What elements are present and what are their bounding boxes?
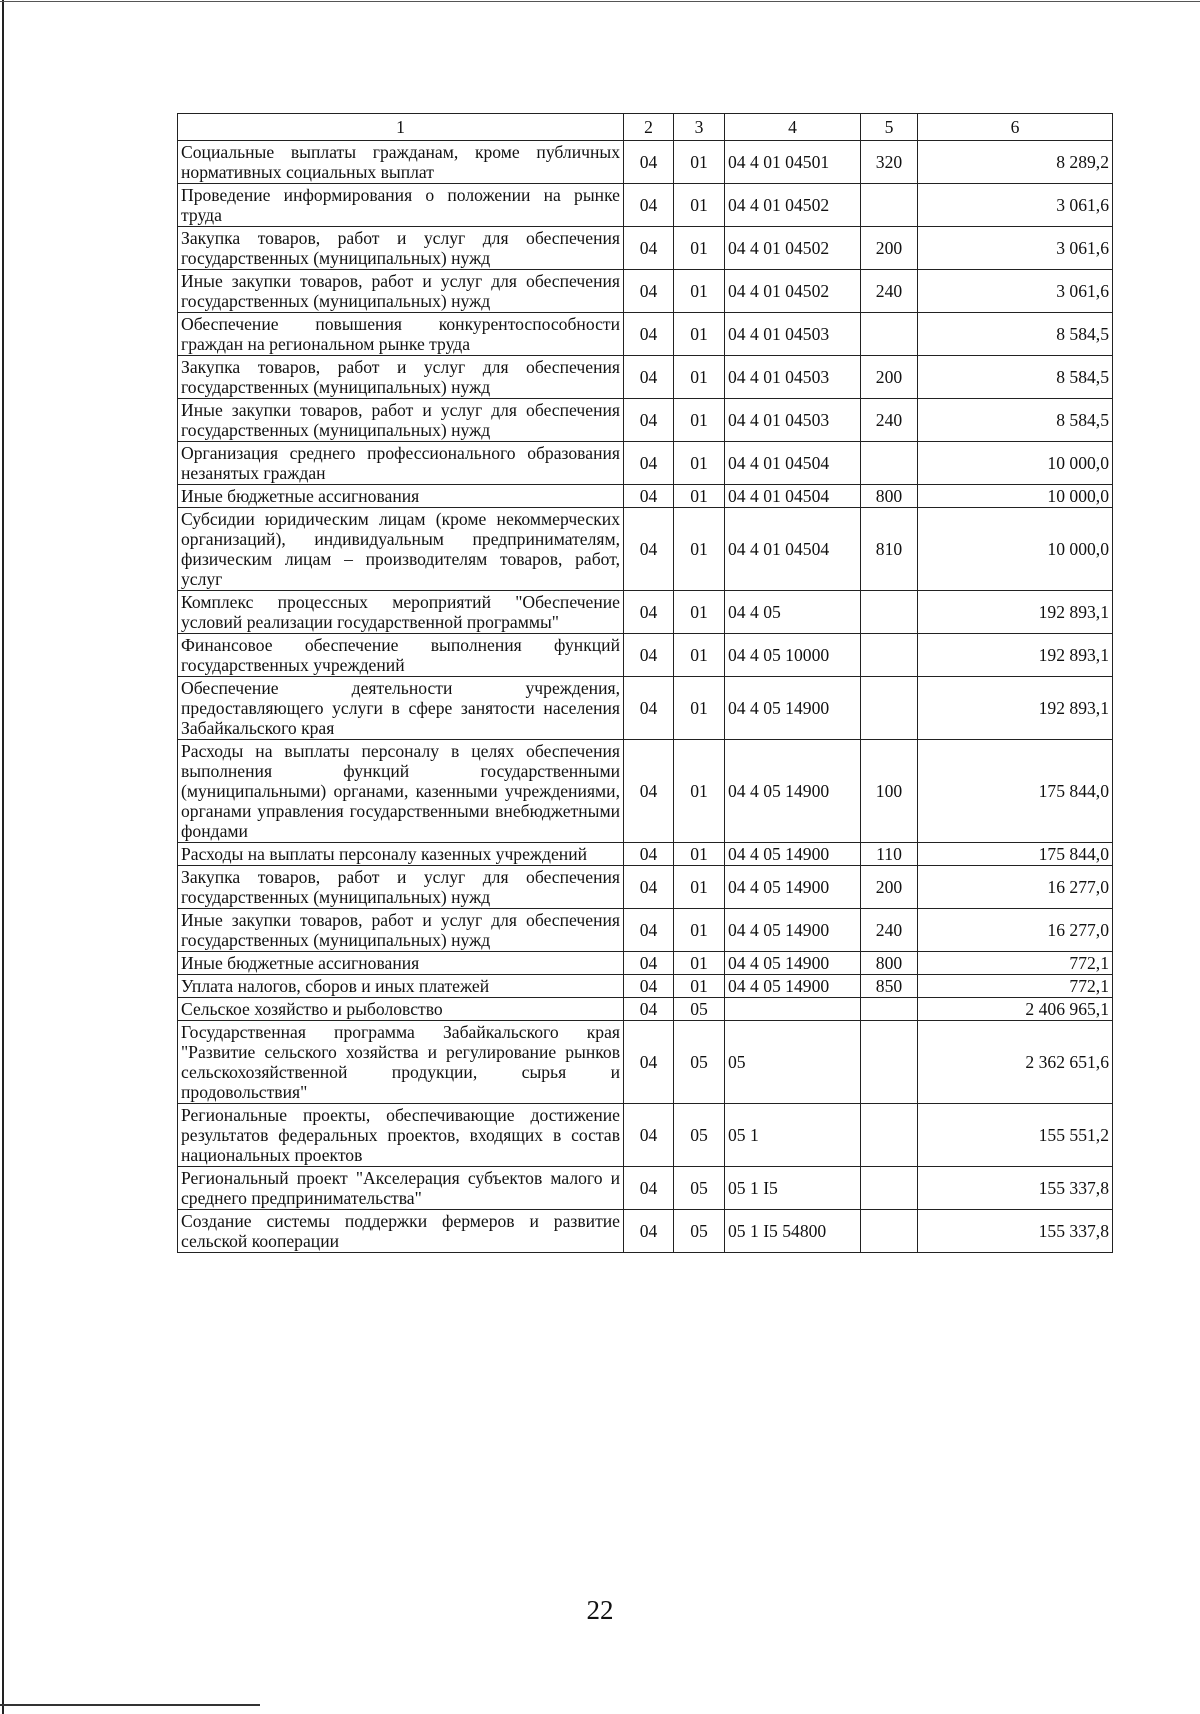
table-row: [178, 591, 1113, 634]
row-amount-cell: 8 584,5: [918, 356, 1113, 399]
row-name-cell: Иные закупки товаров, работ и услуг для обеспечения государственных (муниципальных) нужд: [178, 270, 624, 313]
table-row: [178, 998, 1113, 1021]
row-col2-cell: 04: [624, 677, 674, 740]
row-name-cell: Создание системы поддержки фермеров и развитие сельской кооперации: [178, 1210, 624, 1253]
row-col5-cell: 240: [861, 270, 918, 313]
table-row: [178, 227, 1113, 270]
row-name-cell: Закупка товаров, работ и услуг для обеспечения государственных (муниципальных) нужд: [178, 866, 624, 909]
row-col2-cell: 04: [624, 508, 674, 591]
row-col5-cell: 200: [861, 227, 918, 270]
row-col3-cell: 01: [674, 270, 725, 313]
table-header-row: [178, 114, 1113, 141]
row-name-cell: Иные бюджетные ассигнования: [178, 952, 624, 975]
row-name-cell: Финансовое обеспечение выполнения функций государственных учреждений: [178, 634, 624, 677]
row-col3-cell: 05: [674, 1167, 725, 1210]
row-amount-cell: 155 551,2: [918, 1104, 1113, 1167]
row-col3-cell: 01: [674, 508, 725, 591]
row-col2-cell: 04: [624, 866, 674, 909]
row-col2-cell: 04: [624, 998, 674, 1021]
row-amount-cell: 8 584,5: [918, 399, 1113, 442]
row-code-cell: 04 4 05 14900: [725, 677, 861, 740]
row-amount-cell: 10 000,0: [918, 442, 1113, 485]
row-amount-cell: 772,1: [918, 952, 1113, 975]
row-col3-cell: 01: [674, 909, 725, 952]
row-col2-cell: 04: [624, 1210, 674, 1253]
table-row: [178, 313, 1113, 356]
header-col-5: 5: [861, 114, 918, 141]
row-name-cell: Региональные проекты, обеспечивающие достижение результатов федеральных проектов, входящих в состав национальных проектов: [178, 1104, 624, 1167]
row-col5-cell: [861, 313, 918, 356]
row-name-cell: Субсидии юридическим лицам (кроме некоммерческих организаций), индивидуальным предпринимателям, физическим лицам – производителям товаров, работ, услуг: [178, 508, 624, 591]
row-col2-cell: 04: [624, 227, 674, 270]
row-col3-cell: 01: [674, 141, 725, 184]
row-amount-cell: 10 000,0: [918, 508, 1113, 591]
row-amount-cell: 772,1: [918, 975, 1113, 998]
row-col2-cell: 04: [624, 909, 674, 952]
row-code-cell: 05 1 I5: [725, 1167, 861, 1210]
row-col2-cell: 04: [624, 740, 674, 843]
row-col5-cell: 110: [861, 843, 918, 866]
row-col3-cell: 01: [674, 634, 725, 677]
row-col2-cell: 04: [624, 843, 674, 866]
table-row: [178, 485, 1113, 508]
row-col3-cell: 01: [674, 356, 725, 399]
row-code-cell: 04 4 01 04502: [725, 184, 861, 227]
table-row: [178, 399, 1113, 442]
table-row: [178, 866, 1113, 909]
row-code-cell: 04 4 01 04503: [725, 356, 861, 399]
header-col-3: 3: [674, 114, 725, 141]
row-col3-cell: 01: [674, 677, 725, 740]
row-name-cell: Иные закупки товаров, работ и услуг для обеспечения государственных (муниципальных) нужд: [178, 909, 624, 952]
row-col5-cell: 800: [861, 952, 918, 975]
row-col2-cell: 04: [624, 270, 674, 313]
row-col3-cell: 01: [674, 313, 725, 356]
table-row: [178, 1210, 1113, 1253]
table-row: [178, 740, 1113, 843]
row-amount-cell: 3 061,6: [918, 184, 1113, 227]
row-code-cell: 04 4 05 14900: [725, 909, 861, 952]
table-row: [178, 141, 1113, 184]
row-amount-cell: 3 061,6: [918, 270, 1113, 313]
row-col3-cell: 05: [674, 1021, 725, 1104]
row-amount-cell: 8 289,2: [918, 141, 1113, 184]
row-amount-cell: 2 362 651,6: [918, 1021, 1113, 1104]
row-col2-cell: 04: [624, 356, 674, 399]
row-col2-cell: 04: [624, 591, 674, 634]
scan-bottom-edge: [0, 1704, 260, 1706]
row-col2-cell: 04: [624, 1021, 674, 1104]
row-amount-cell: 155 337,8: [918, 1210, 1113, 1253]
row-col2-cell: 04: [624, 442, 674, 485]
row-code-cell: 05 1 I5 54800: [725, 1210, 861, 1253]
row-amount-cell: 2 406 965,1: [918, 998, 1113, 1021]
row-col5-cell: [861, 184, 918, 227]
table-row: [178, 442, 1113, 485]
row-col5-cell: [861, 998, 918, 1021]
header-col-4: 4: [725, 114, 861, 141]
table-row: [178, 677, 1113, 740]
row-col5-cell: [861, 591, 918, 634]
row-code-cell: 05 1: [725, 1104, 861, 1167]
row-name-cell: Организация среднего профессионального образования незанятых граждан: [178, 442, 624, 485]
row-code-cell: 04 4 05 10000: [725, 634, 861, 677]
header-col-1: 1: [178, 114, 624, 141]
scan-left-edge: [2, 0, 4, 1714]
row-col5-cell: 800: [861, 485, 918, 508]
table-row: [178, 909, 1113, 952]
table-row: [178, 1167, 1113, 1210]
row-code-cell: 04 4 01 04504: [725, 508, 861, 591]
row-col3-cell: 01: [674, 740, 725, 843]
row-amount-cell: 3 061,6: [918, 227, 1113, 270]
row-col5-cell: [861, 1104, 918, 1167]
row-col5-cell: [861, 1210, 918, 1253]
row-name-cell: Государственная программа Забайкальского края "Развитие сельского хозяйства и регулирование рынков сельскохозяйственной продукции, сырья и продовольствия": [178, 1021, 624, 1104]
row-col3-cell: 01: [674, 227, 725, 270]
header-col-2: 2: [624, 114, 674, 141]
table-row: [178, 1021, 1113, 1104]
row-amount-cell: 8 584,5: [918, 313, 1113, 356]
row-code-cell: 05: [725, 1021, 861, 1104]
row-name-cell: Расходы на выплаты персоналу казенных учреждений: [178, 843, 624, 866]
row-col3-cell: 01: [674, 866, 725, 909]
row-col3-cell: 05: [674, 998, 725, 1021]
row-col5-cell: [861, 677, 918, 740]
row-col3-cell: 01: [674, 843, 725, 866]
table-row: [178, 952, 1113, 975]
table-row: [178, 843, 1113, 866]
row-col5-cell: [861, 1021, 918, 1104]
row-name-cell: Закупка товаров, работ и услуг для обеспечения государственных (муниципальных) нужд: [178, 227, 624, 270]
row-code-cell: 04 4 05 14900: [725, 975, 861, 998]
row-name-cell: Расходы на выплаты персоналу в целях обеспечения выполнения функций государственными (муниципальными) органами, казенными учреждениями, органами управления государственными внебюджетными фондами: [178, 740, 624, 843]
row-col2-cell: 04: [624, 399, 674, 442]
row-col5-cell: 200: [861, 866, 918, 909]
table-row: [178, 356, 1113, 399]
row-code-cell: 04 4 01 04501: [725, 141, 861, 184]
row-amount-cell: 16 277,0: [918, 866, 1113, 909]
row-name-cell: Проведение информирования о положении на рынке труда: [178, 184, 624, 227]
row-code-cell: 04 4 05 14900: [725, 952, 861, 975]
row-col3-cell: 01: [674, 184, 725, 227]
row-amount-cell: 192 893,1: [918, 677, 1113, 740]
row-amount-cell: 175 844,0: [918, 843, 1113, 866]
row-amount-cell: 192 893,1: [918, 591, 1113, 634]
row-name-cell: Социальные выплаты гражданам, кроме публичных нормативных социальных выплат: [178, 141, 624, 184]
row-name-cell: Иные бюджетные ассигнования: [178, 485, 624, 508]
table-row: [178, 634, 1113, 677]
row-col3-cell: 01: [674, 485, 725, 508]
row-col5-cell: [861, 634, 918, 677]
row-col5-cell: [861, 442, 918, 485]
row-col2-cell: 04: [624, 485, 674, 508]
row-col3-cell: 01: [674, 975, 725, 998]
row-code-cell: 04 4 01 04502: [725, 227, 861, 270]
row-name-cell: Закупка товаров, работ и услуг для обеспечения государственных (муниципальных) нужд: [178, 356, 624, 399]
row-col5-cell: 240: [861, 909, 918, 952]
row-code-cell: [725, 998, 861, 1021]
row-code-cell: 04 4 05 14900: [725, 866, 861, 909]
row-col5-cell: [861, 1167, 918, 1210]
row-col2-cell: 04: [624, 184, 674, 227]
row-code-cell: 04 4 01 04503: [725, 399, 861, 442]
budget-table: [177, 113, 1113, 1253]
row-col5-cell: 320: [861, 141, 918, 184]
row-name-cell: Региональный проект "Акселерация субъектов малого и среднего предпринимательства": [178, 1167, 624, 1210]
row-amount-cell: 192 893,1: [918, 634, 1113, 677]
row-name-cell: Уплата налогов, сборов и иных платежей: [178, 975, 624, 998]
table-row: [178, 270, 1113, 313]
row-amount-cell: 155 337,8: [918, 1167, 1113, 1210]
row-col2-cell: 04: [624, 1167, 674, 1210]
row-amount-cell: 10 000,0: [918, 485, 1113, 508]
row-code-cell: 04 4 05: [725, 591, 861, 634]
row-name-cell: Иные закупки товаров, работ и услуг для обеспечения государственных (муниципальных) нужд: [178, 399, 624, 442]
row-col3-cell: 01: [674, 399, 725, 442]
row-code-cell: 04 4 01 04504: [725, 485, 861, 508]
row-col5-cell: 810: [861, 508, 918, 591]
row-code-cell: 04 4 05 14900: [725, 843, 861, 866]
row-code-cell: 04 4 05 14900: [725, 740, 861, 843]
row-col2-cell: 04: [624, 634, 674, 677]
row-col2-cell: 04: [624, 141, 674, 184]
scan-top-edge: [0, 1, 1200, 2]
table-row: [178, 975, 1113, 998]
row-name-cell: Сельское хозяйство и рыболовство: [178, 998, 624, 1021]
row-col2-cell: 04: [624, 313, 674, 356]
row-col3-cell: 05: [674, 1210, 725, 1253]
page-number: 22: [586, 1595, 614, 1625]
row-col5-cell: 850: [861, 975, 918, 998]
row-col5-cell: 100: [861, 740, 918, 843]
table-row: [178, 1104, 1113, 1167]
row-amount-cell: 175 844,0: [918, 740, 1113, 843]
table-row: [178, 184, 1113, 227]
row-col2-cell: 04: [624, 975, 674, 998]
row-col3-cell: 05: [674, 1104, 725, 1167]
table-row: [178, 508, 1113, 591]
row-col3-cell: 01: [674, 591, 725, 634]
row-col3-cell: 01: [674, 442, 725, 485]
row-col3-cell: 01: [674, 952, 725, 975]
row-col5-cell: 200: [861, 356, 918, 399]
row-name-cell: Обеспечение повышения конкурентоспособности граждан на региональном рынке труда: [178, 313, 624, 356]
row-name-cell: Обеспечение деятельности учреждения, предоставляющего услуги в сфере занятости населения Забайкальского края: [178, 677, 624, 740]
row-amount-cell: 16 277,0: [918, 909, 1113, 952]
row-col5-cell: 240: [861, 399, 918, 442]
row-name-cell: Комплекс процессных мероприятий "Обеспечение условий реализации государственной программы": [178, 591, 624, 634]
row-col2-cell: 04: [624, 1104, 674, 1167]
header-col-6: 6: [918, 114, 1113, 141]
row-code-cell: 04 4 01 04502: [725, 270, 861, 313]
row-code-cell: 04 4 01 04504: [725, 442, 861, 485]
row-col2-cell: 04: [624, 952, 674, 975]
row-code-cell: 04 4 01 04503: [725, 313, 861, 356]
